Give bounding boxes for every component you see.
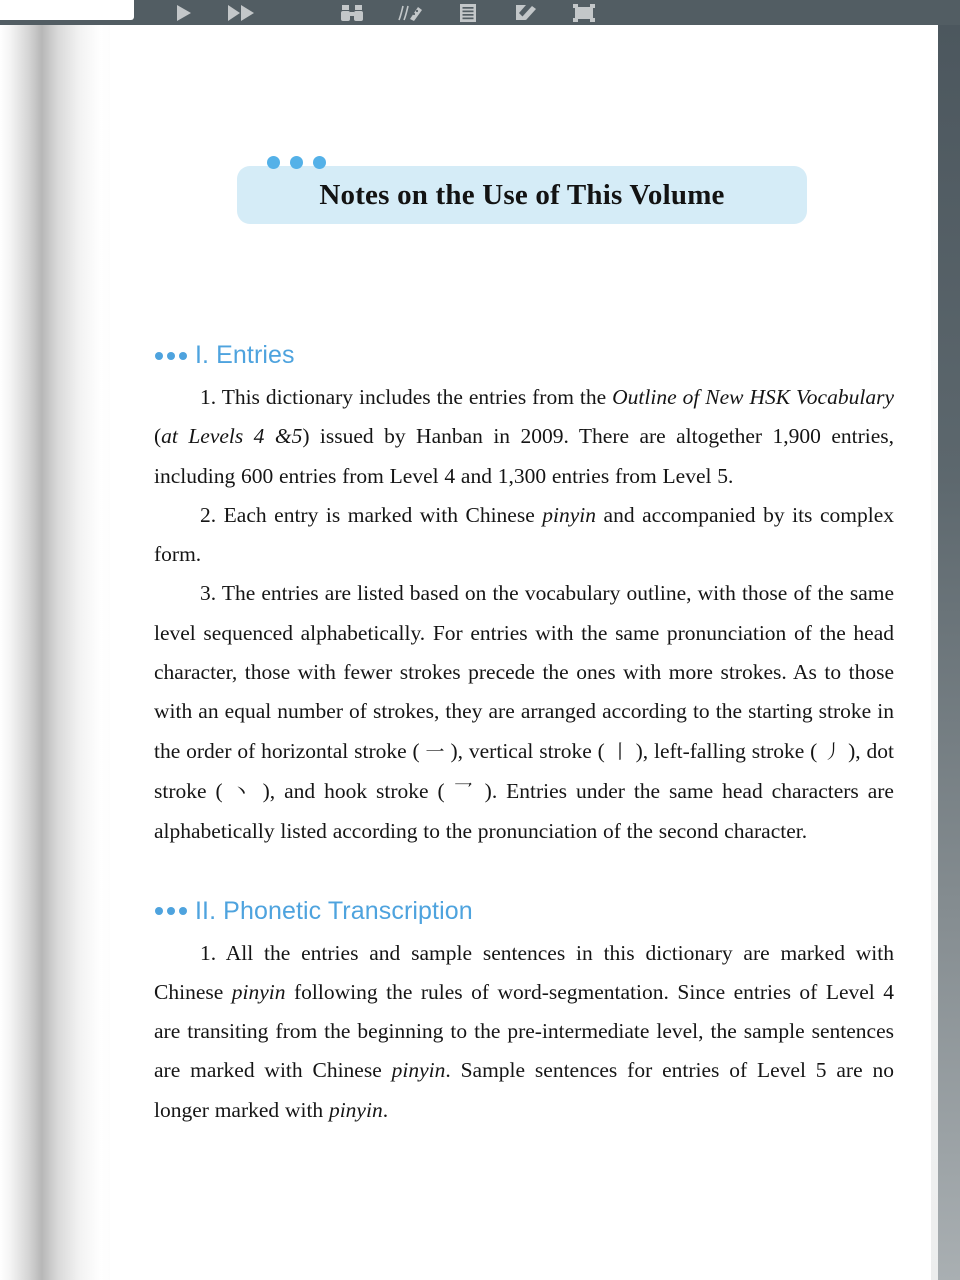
play-icon-glyph <box>173 3 195 23</box>
stroke-symbol-dot: 丶 <box>231 780 254 803</box>
heading-dot-3 <box>179 907 187 915</box>
book-right-edge <box>938 25 960 1280</box>
book-spine-shadow <box>0 25 110 1280</box>
section-entries <box>154 341 894 852</box>
crop-icon-glyph <box>571 3 597 23</box>
stroke-symbol-left-falling: 丿 <box>823 740 843 763</box>
title-decor-dots <box>267 156 326 169</box>
highlighter-icon-glyph <box>396 3 424 23</box>
heading-decor-dots <box>155 352 187 360</box>
paragraph: 3. The entries are listed based on the vocabulary outline, with those of the same level sequenced alphabetically. For entries with the same pronunciation of the head character, those with fewer strokes precede the ones with more strokes. As to those with an equal number of strokes, they are arranged according to the starting stroke in the order of horizontal stroke ( 一 ), vertical stroke ( 丨 ), left-falling stroke ( 丿 ), dot stroke ( 丶 ), and hook stroke ( 乛 ). Entries under the same head characters are alphabetically listed according to the pronunciation of the second character. <box>154 581 894 844</box>
section-heading-entries <box>154 341 894 370</box>
heading-dot-1 <box>155 907 163 915</box>
fast-forward-icon[interactable] <box>213 0 271 25</box>
section-heading-phonetic <box>154 897 894 926</box>
highlighter-pen-icon[interactable] <box>381 0 439 25</box>
eraser-icon-glyph <box>513 3 539 23</box>
italic-term: at Levels 4 &5 <box>161 424 303 449</box>
book-viewer <box>0 25 960 1280</box>
section-phonetic-transcription <box>154 897 894 1130</box>
italic-term: pinyin <box>231 979 286 1004</box>
heading-dot-2 <box>167 907 175 915</box>
stroke-symbol-horizontal: 一 <box>425 740 445 763</box>
section-spacer <box>154 852 894 897</box>
stroke-symbol-hook: 乛 <box>453 780 476 803</box>
title-dot-1 <box>267 156 280 169</box>
paragraph: 2. Each entry is marked with Chinese pinyin and accompanied by its complex form. <box>154 502 894 567</box>
paragraph: 1. All the entries and sample sentences in this dictionary are marked with Chinese pinyin following the rules of word-segmentation. Since entries of Level 4 are transiting from the beginning to the pre-intermediate level, the sample sentences are marked with Chinese pinyin. Sample sentences for entries of Level 5 are no longer marked with pinyin. <box>154 940 894 1122</box>
section-title-text: I. Entries <box>195 341 295 369</box>
italic-term: pinyin <box>542 502 597 527</box>
italic-term: pinyin <box>328 1097 383 1122</box>
title-dot-3 <box>313 156 326 169</box>
eraser-pointer-icon[interactable] <box>497 0 555 25</box>
heading-dot-2 <box>167 352 175 360</box>
play-icon[interactable] <box>155 0 213 25</box>
italic-term: pinyin <box>391 1058 446 1083</box>
page-content <box>154 341 894 1130</box>
heading-dot-3 <box>179 352 187 360</box>
page-title: Notes on the Use of This Volume <box>319 178 725 211</box>
section-title-text: II. Phonetic Transcription <box>195 896 473 925</box>
heading-decor-dots <box>155 907 187 915</box>
heading-dot-1 <box>155 352 163 360</box>
title-dot-2 <box>290 156 303 169</box>
toolbar-icon-group <box>155 0 613 25</box>
document-page <box>110 25 938 1280</box>
page-right-highlight <box>931 25 938 1280</box>
toolbar-separator <box>271 0 323 25</box>
text-lines-icon[interactable] <box>439 0 497 25</box>
lines-icon-glyph <box>457 3 479 23</box>
top-toolbar <box>0 0 960 25</box>
italic-term: Outline of New HSK Vocabulary <box>612 385 894 409</box>
fast-forward-icon-glyph <box>226 3 258 23</box>
binoculars-search-icon[interactable] <box>323 0 381 25</box>
paragraph: 1. This dictionary includes the entries from the Outline of New HSK Vocabulary (at Levels 4 &5) issued by Hanban in 2009. There are altogether 1,900 entries, including 600 entries from Level 4 and 1,300 entries from Level 5. <box>154 385 895 488</box>
crop-icon[interactable] <box>555 0 613 25</box>
title-box <box>237 166 807 224</box>
binoculars-icon-glyph <box>339 3 365 23</box>
toolbar-active-tab[interactable] <box>0 0 134 20</box>
stroke-symbol-vertical: 丨 <box>610 740 630 763</box>
